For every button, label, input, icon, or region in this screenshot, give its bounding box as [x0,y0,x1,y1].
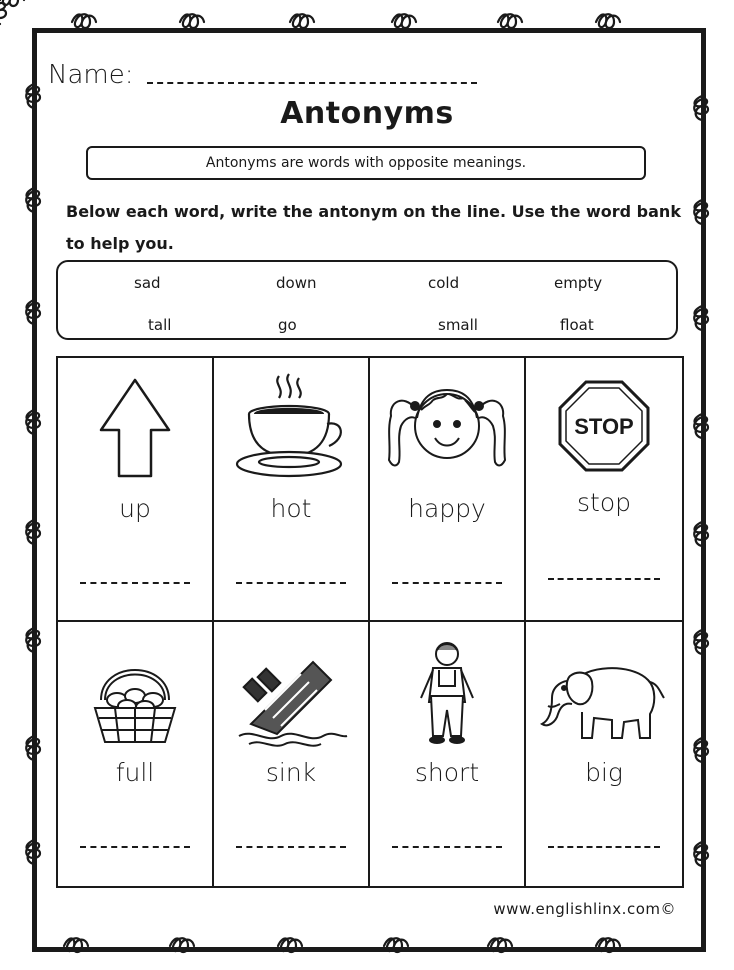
card-word: full [115,758,155,787]
answer-line[interactable] [80,582,190,584]
egg-basket-icon [65,652,205,762]
name-line[interactable] [147,68,477,84]
answer-line[interactable] [236,846,346,848]
instructions: Below each word, write the antonym on the line. Use the word bank to help you. [66,202,681,253]
card-happy [370,358,526,622]
answer-line[interactable] [548,578,660,580]
antonym-grid [56,356,684,888]
word-bank-item: small [438,316,478,334]
card-big [526,622,682,886]
answer-line[interactable] [392,846,502,848]
card-word: sink [265,758,317,787]
card-hot [214,358,370,622]
page-title: Antonyms [280,96,454,131]
coffee-cup-icon [221,372,361,482]
answer-line[interactable] [548,846,660,848]
card-up [58,358,214,622]
smiling-girl-icon [377,372,517,482]
word-bank-item: cold [428,274,460,292]
answer-line[interactable] [236,582,346,584]
card-word: hot [270,494,312,523]
card-word: short [414,758,480,787]
definition-text: Antonyms are words with opposite meanings. [205,155,527,171]
definition-box [86,146,646,180]
name-label: Name: [48,60,134,90]
card-stop [526,358,682,622]
stop-sign-text: STOP [574,414,634,439]
footer-credit: www.englishlinx.com© [493,900,676,918]
card-sink [214,622,370,886]
small-boy-icon [377,638,517,748]
answer-line[interactable] [392,582,502,584]
word-bank-item: go [278,316,297,334]
stop-sign-icon [534,372,674,482]
word-bank [56,260,678,340]
word-bank-item: down [276,274,317,292]
sinking-ship-icon [221,644,361,754]
card-full [58,622,214,886]
card-word: big [585,758,623,787]
card-word: up [119,494,151,523]
word-bank-item: tall [148,316,172,334]
card-word: stop [577,488,631,517]
answer-line[interactable] [80,846,190,848]
card-word: happy [408,494,486,523]
word-bank-item: sad [134,274,161,292]
elephant-icon [534,642,674,752]
card-short [370,622,526,886]
arrow-up-icon [65,372,205,482]
word-bank-item: float [560,316,594,334]
name-row [48,60,477,90]
word-bank-item: empty [554,274,603,292]
